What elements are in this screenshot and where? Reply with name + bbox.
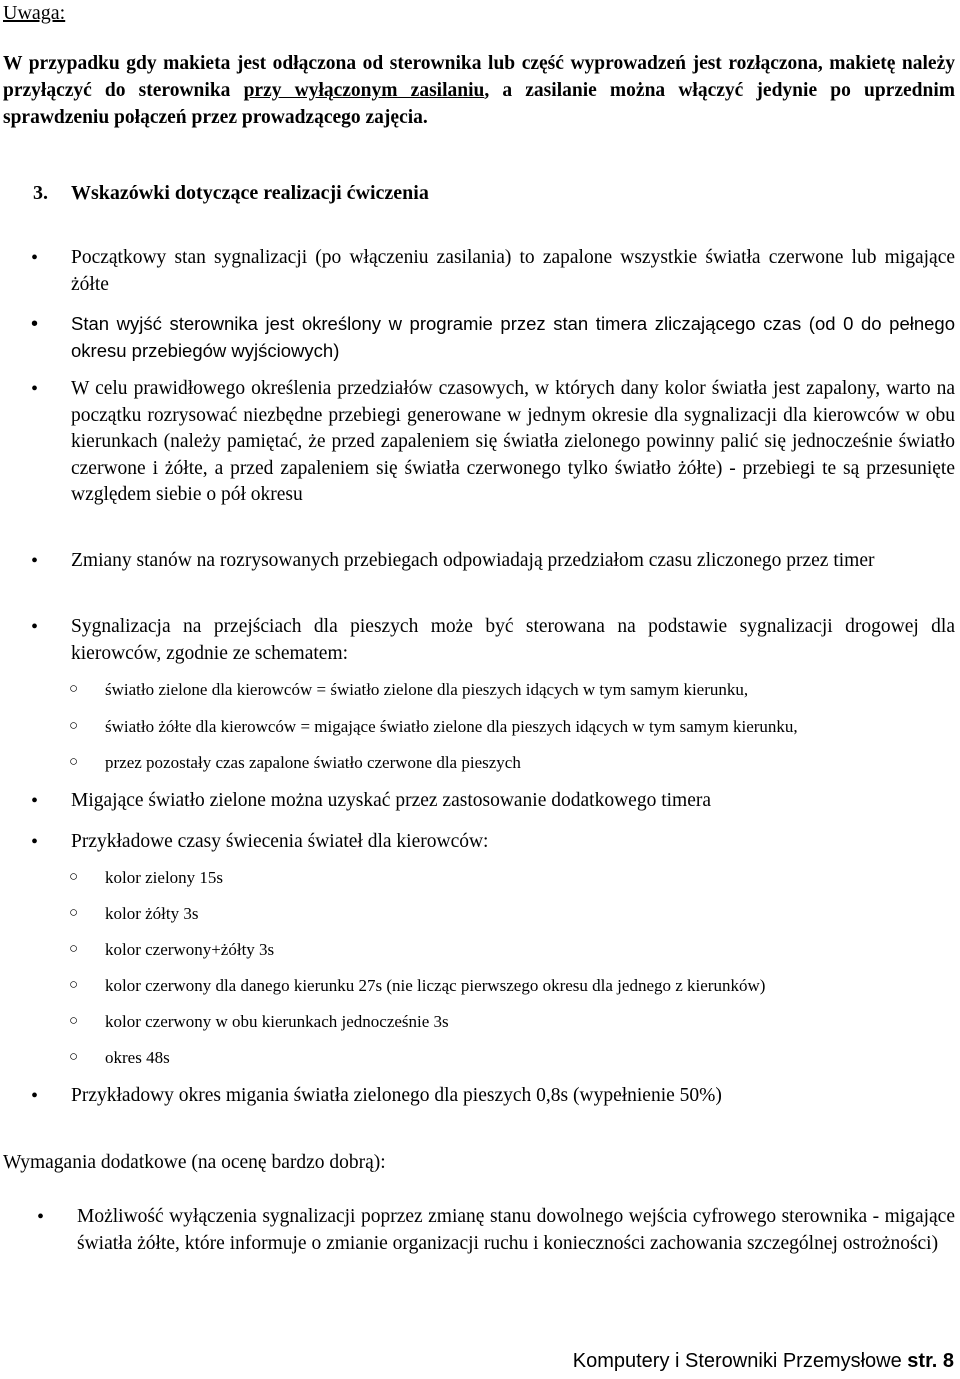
sub-list-item: ○ kolor czerwony+żółty 3s [105, 939, 955, 961]
list-item: • Przykładowe czasy świecenia świateł dla kierowców: [71, 829, 955, 856]
sub-list-item: ○ przez pozostały czas zapalone światło czerwone dla pieszych [105, 752, 955, 774]
extra-requirement-item: • Możliwość wyłączenia sygnalizacji poprzez zmianę stanu dowolnego wejścia cyfrowego sterownika - migające światła żółte, które informuje o zmianie organizacji ruchu i konieczności zachowania szczególnej ostrożności) [77, 1204, 955, 1257]
section-number: 3. [33, 182, 48, 204]
sub-list-item: ○ okres 48s [105, 1047, 955, 1069]
footer-page-number: str. 8 [907, 1350, 954, 1372]
note-heading: Uwaga: [3, 2, 66, 24]
list-item: • Początkowy stan sygnalizacji (po włączeniu zasilania) to zapalone wszystkie światła czerwone lub migające żółte [71, 245, 955, 298]
sub-list-item: ○ kolor czerwony dla danego kierunku 27s (nie licząc pierwszego okresu dla jednego z kierunków) [105, 975, 955, 997]
section-title: Wskazówki dotyczące realizacji ćwiczenia [71, 182, 429, 204]
sub-list-item: ○ kolor zielony 15s [105, 867, 955, 889]
warning-text-part1: W przypadku gdy makieta jest odłączona od sterownika lub część wyprowadzeń jest rozłączona, makietę należy przyłączyć do sterownika [3, 53, 955, 101]
warning-underlined-text: przy wyłączonym zasilaniu [243, 80, 485, 101]
sub-list-item: ○ kolor czerwony w obu kierunkach jednocześnie 3s [105, 1011, 955, 1033]
extra-requirements-heading: Wymagania dodatkowe (na ocenę bardzo dobrą): [3, 1152, 386, 1173]
sub-list-item: ○ światło zielone dla kierowców = światło zielone dla pieszych idących w tym samym kierunku, [105, 679, 955, 701]
list-item: • Migające światło zielone można uzyskać przez zastosowanie dodatkowego timera [71, 788, 955, 815]
page-footer [573, 1350, 954, 1373]
list-item: • Przykładowy okres migania światła zielonego dla pieszych 0,8s (wypełnienie 50%) [71, 1083, 955, 1110]
warning-text-part2: , a zasilanie można włączyć jedynie po uprzednim sprawdzeniu połączeń przez prowadzącego zajęcia. [3, 80, 955, 128]
sub-list-item: ○ kolor żółty 3s [105, 903, 955, 925]
sub-list-item: ○ światło żółte dla kierowców = migające światło zielone dla pieszych idących w tym samym kierunku, [105, 716, 955, 738]
list-item: • Zmiany stanów na rozrysowanych przebiegach odpowiadają przedziałom czasu zliczonego przez timer [71, 548, 955, 575]
section-heading [33, 182, 429, 205]
list-item: • Sygnalizacja na przejściach dla pieszych może być sterowana na podstawie sygnalizacji drogowej dla kierowców, zgodnie ze schematem: [71, 614, 955, 667]
footer-course-name: Komputery i Sterowniki Przemysłowe [572, 1350, 902, 1372]
power-warning [3, 50, 955, 131]
list-item: • W celu prawidłowego określenia przedziałów czasowych, w których dany kolor światła jest zapalony, warto na początku rozrysować niezbędne przebiegi generowane w jednym okresie dla sygnalizacji dla kierowców w obu kierunkach (należy pamiętać, że przed zapaleniem się światła zielonego powinny palić się jednocześnie światło czerwone i żółte, a przed zapaleniem się światła czerwonego tylko światło żółte) - przebiegi te są przesunięte względem siebie o pół okresu [71, 376, 955, 509]
list-item: • Stan wyjść sterownika jest określony w programie przez stan timera zliczającego czas (od 0 do pełnego okresu przebiegów wyjściowych) [71, 311, 955, 364]
